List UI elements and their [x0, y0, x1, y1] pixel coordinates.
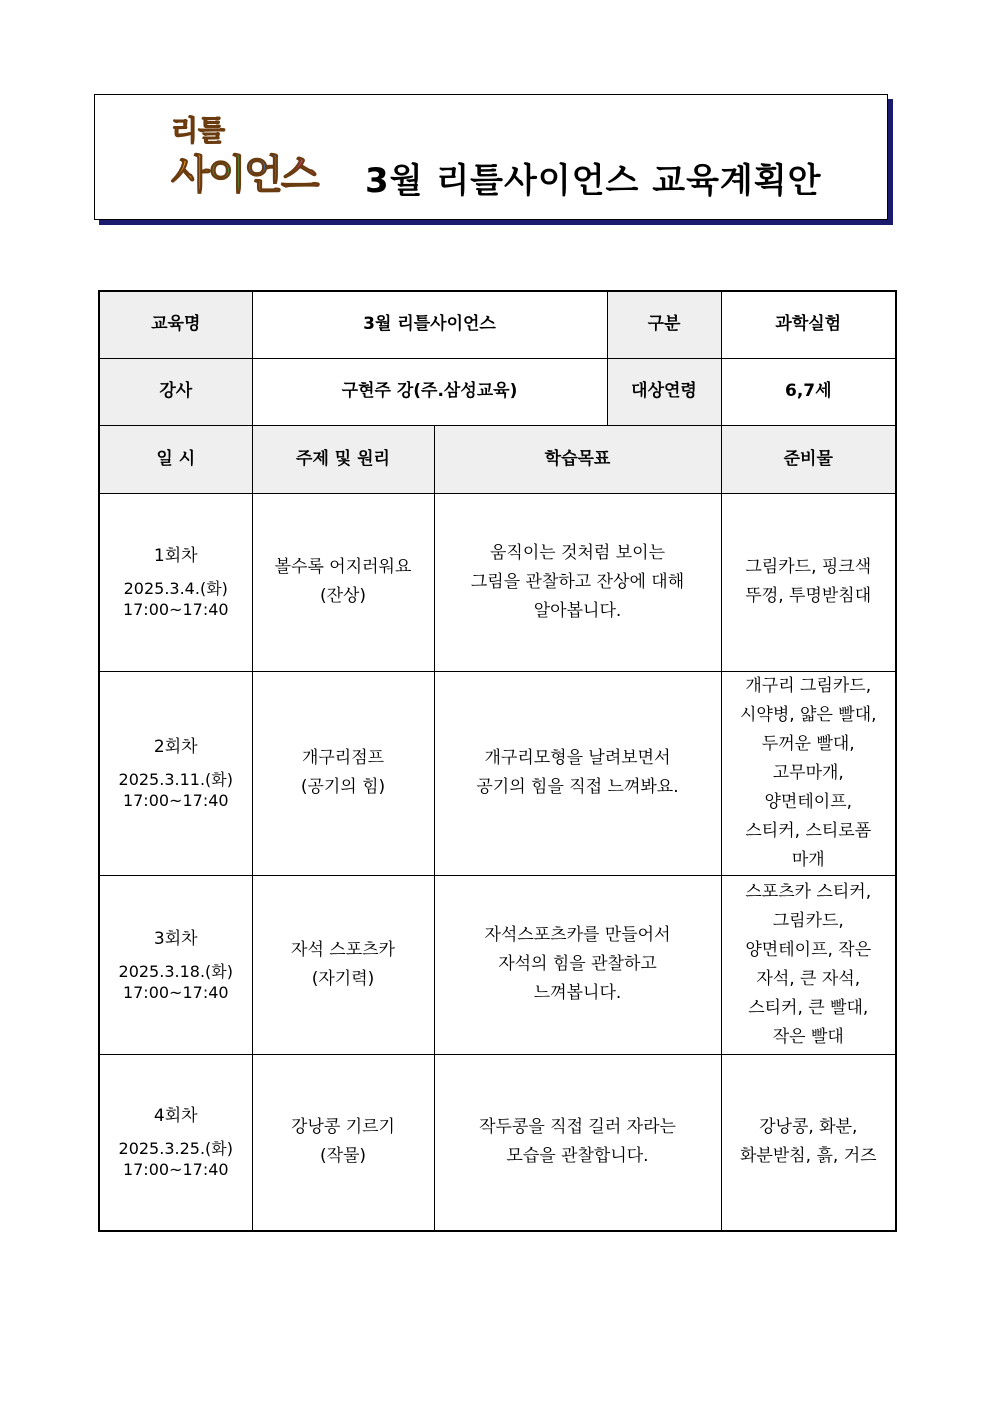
course-value: 3월 리틀사이언스	[252, 291, 607, 358]
goal-line: 알아봅니다.	[533, 600, 622, 621]
material-line: 그림카드,	[772, 910, 844, 931]
topic-line: 강낭콩 기르기	[291, 1117, 395, 1138]
goal-line: 느껴봅니다.	[533, 983, 622, 1003]
session-datetime	[99, 493, 252, 671]
topic-line: (작물)	[319, 1146, 367, 1167]
session-goal	[434, 1054, 721, 1231]
logo-line2: 사이언스	[171, 152, 318, 198]
material-line: 두꺼운 빨대,	[761, 733, 855, 754]
page-title: 3월 리틀사이언스 교육계획안	[365, 161, 822, 201]
session-time: 17:00~17:40	[122, 982, 229, 1002]
session-time: 17:00~17:40	[122, 791, 229, 810]
material-line: 개구리 그림카드,	[745, 675, 872, 696]
goal-line: 공기의 힘을 직접 느껴봐요.	[476, 777, 679, 797]
goal-line: 작두콩을 직접 길러 자라는	[479, 1117, 676, 1138]
session-datetime	[99, 671, 252, 875]
material-line: 화분받침, 흙, 거즈	[739, 1146, 877, 1167]
material-line: 그림카드, 핑크색	[745, 557, 872, 577]
topic-line: 볼수록 어지러워요	[274, 557, 412, 577]
material-line: 스포츠카 스티커,	[745, 881, 872, 902]
session-date: 2025.3.11.(화)	[118, 770, 233, 789]
logo-line1: 리틀	[171, 114, 226, 147]
session-date: 2025.3.18.(화)	[118, 961, 233, 981]
info-row-instructor	[99, 358, 896, 425]
category-label: 구분	[607, 291, 721, 358]
session-materials	[721, 493, 896, 671]
material-line: 시약병, 얇은 빨대,	[739, 704, 877, 725]
material-line: 작은 빨대	[772, 1026, 844, 1047]
topic-line: 자석 스포츠카	[291, 939, 395, 960]
session-name: 4회차	[153, 1106, 198, 1127]
info-row-course	[99, 291, 896, 358]
table-row	[99, 671, 896, 875]
session-topic	[252, 671, 434, 875]
age-label: 대상연령	[607, 358, 721, 425]
goal-line: 움직이는 것처럼 보이는	[489, 542, 666, 563]
session-materials	[721, 875, 896, 1054]
goal-line: 자석의 힘을 관찰하고	[498, 954, 657, 974]
column-header-materials: 준비물	[721, 425, 896, 493]
material-line: 스티커, 큰 빨대,	[748, 997, 869, 1018]
session-materials	[721, 671, 896, 875]
material-line: 뚜껑, 투명받침대	[745, 586, 872, 606]
category-value: 과학실험	[721, 291, 896, 358]
column-header-goal: 학습목표	[434, 425, 721, 493]
session-date: 2025.3.25.(화)	[118, 1139, 233, 1159]
header-box	[94, 94, 888, 220]
little-science-logo	[171, 115, 336, 205]
instructor-value: 구현주 강(주.삼성교육)	[252, 358, 607, 425]
course-label: 교육명	[99, 291, 252, 358]
session-time: 17:00~17:40	[122, 1160, 229, 1180]
goal-line: 모습을 관찰합니다.	[506, 1146, 649, 1167]
material-line: 강낭콩, 화분,	[759, 1117, 858, 1138]
age-value: 6,7세	[721, 358, 896, 425]
material-line: 자석, 큰 자석,	[756, 968, 861, 989]
material-line: 마개	[791, 849, 825, 870]
column-header-topic: 주제 및 원리	[252, 425, 434, 493]
column-header-datetime: 일 시	[99, 425, 252, 493]
session-goal	[434, 493, 721, 671]
goal-line: 자석스포츠카를 만들어서	[484, 925, 671, 945]
session-name: 2회차	[153, 737, 198, 757]
topic-line: 개구리점프	[301, 748, 385, 768]
session-name: 3회차	[153, 928, 198, 949]
session-goal	[434, 875, 721, 1054]
topic-line: (공기의 힘)	[300, 777, 386, 797]
session-materials	[721, 1054, 896, 1231]
topic-line: (잔상)	[319, 586, 367, 606]
session-goal	[434, 671, 721, 875]
material-line: 양면테이프,	[764, 791, 853, 812]
topic-line: (자기력)	[311, 968, 375, 989]
material-line: 양면테이프, 작은	[745, 939, 872, 960]
session-topic	[252, 493, 434, 671]
column-header-row	[99, 425, 896, 493]
session-topic	[252, 875, 434, 1054]
material-line: 스티커, 스티로폼	[745, 820, 872, 841]
table-row	[99, 1054, 896, 1231]
session-time: 17:00~17:40	[122, 600, 229, 619]
table-row	[99, 875, 896, 1054]
session-topic	[252, 1054, 434, 1231]
session-datetime	[99, 875, 252, 1054]
table-row	[99, 493, 896, 671]
instructor-label: 강사	[99, 358, 252, 425]
session-name: 1회차	[153, 546, 198, 566]
session-datetime	[99, 1054, 252, 1231]
material-line: 고무마개,	[772, 762, 844, 783]
session-date: 2025.3.4.(화)	[123, 579, 228, 598]
education-plan-table	[98, 290, 897, 1232]
goal-line: 그림을 관찰하고 잔상에 대해	[470, 571, 685, 592]
goal-line: 개구리모형을 날려보면서	[484, 748, 671, 768]
